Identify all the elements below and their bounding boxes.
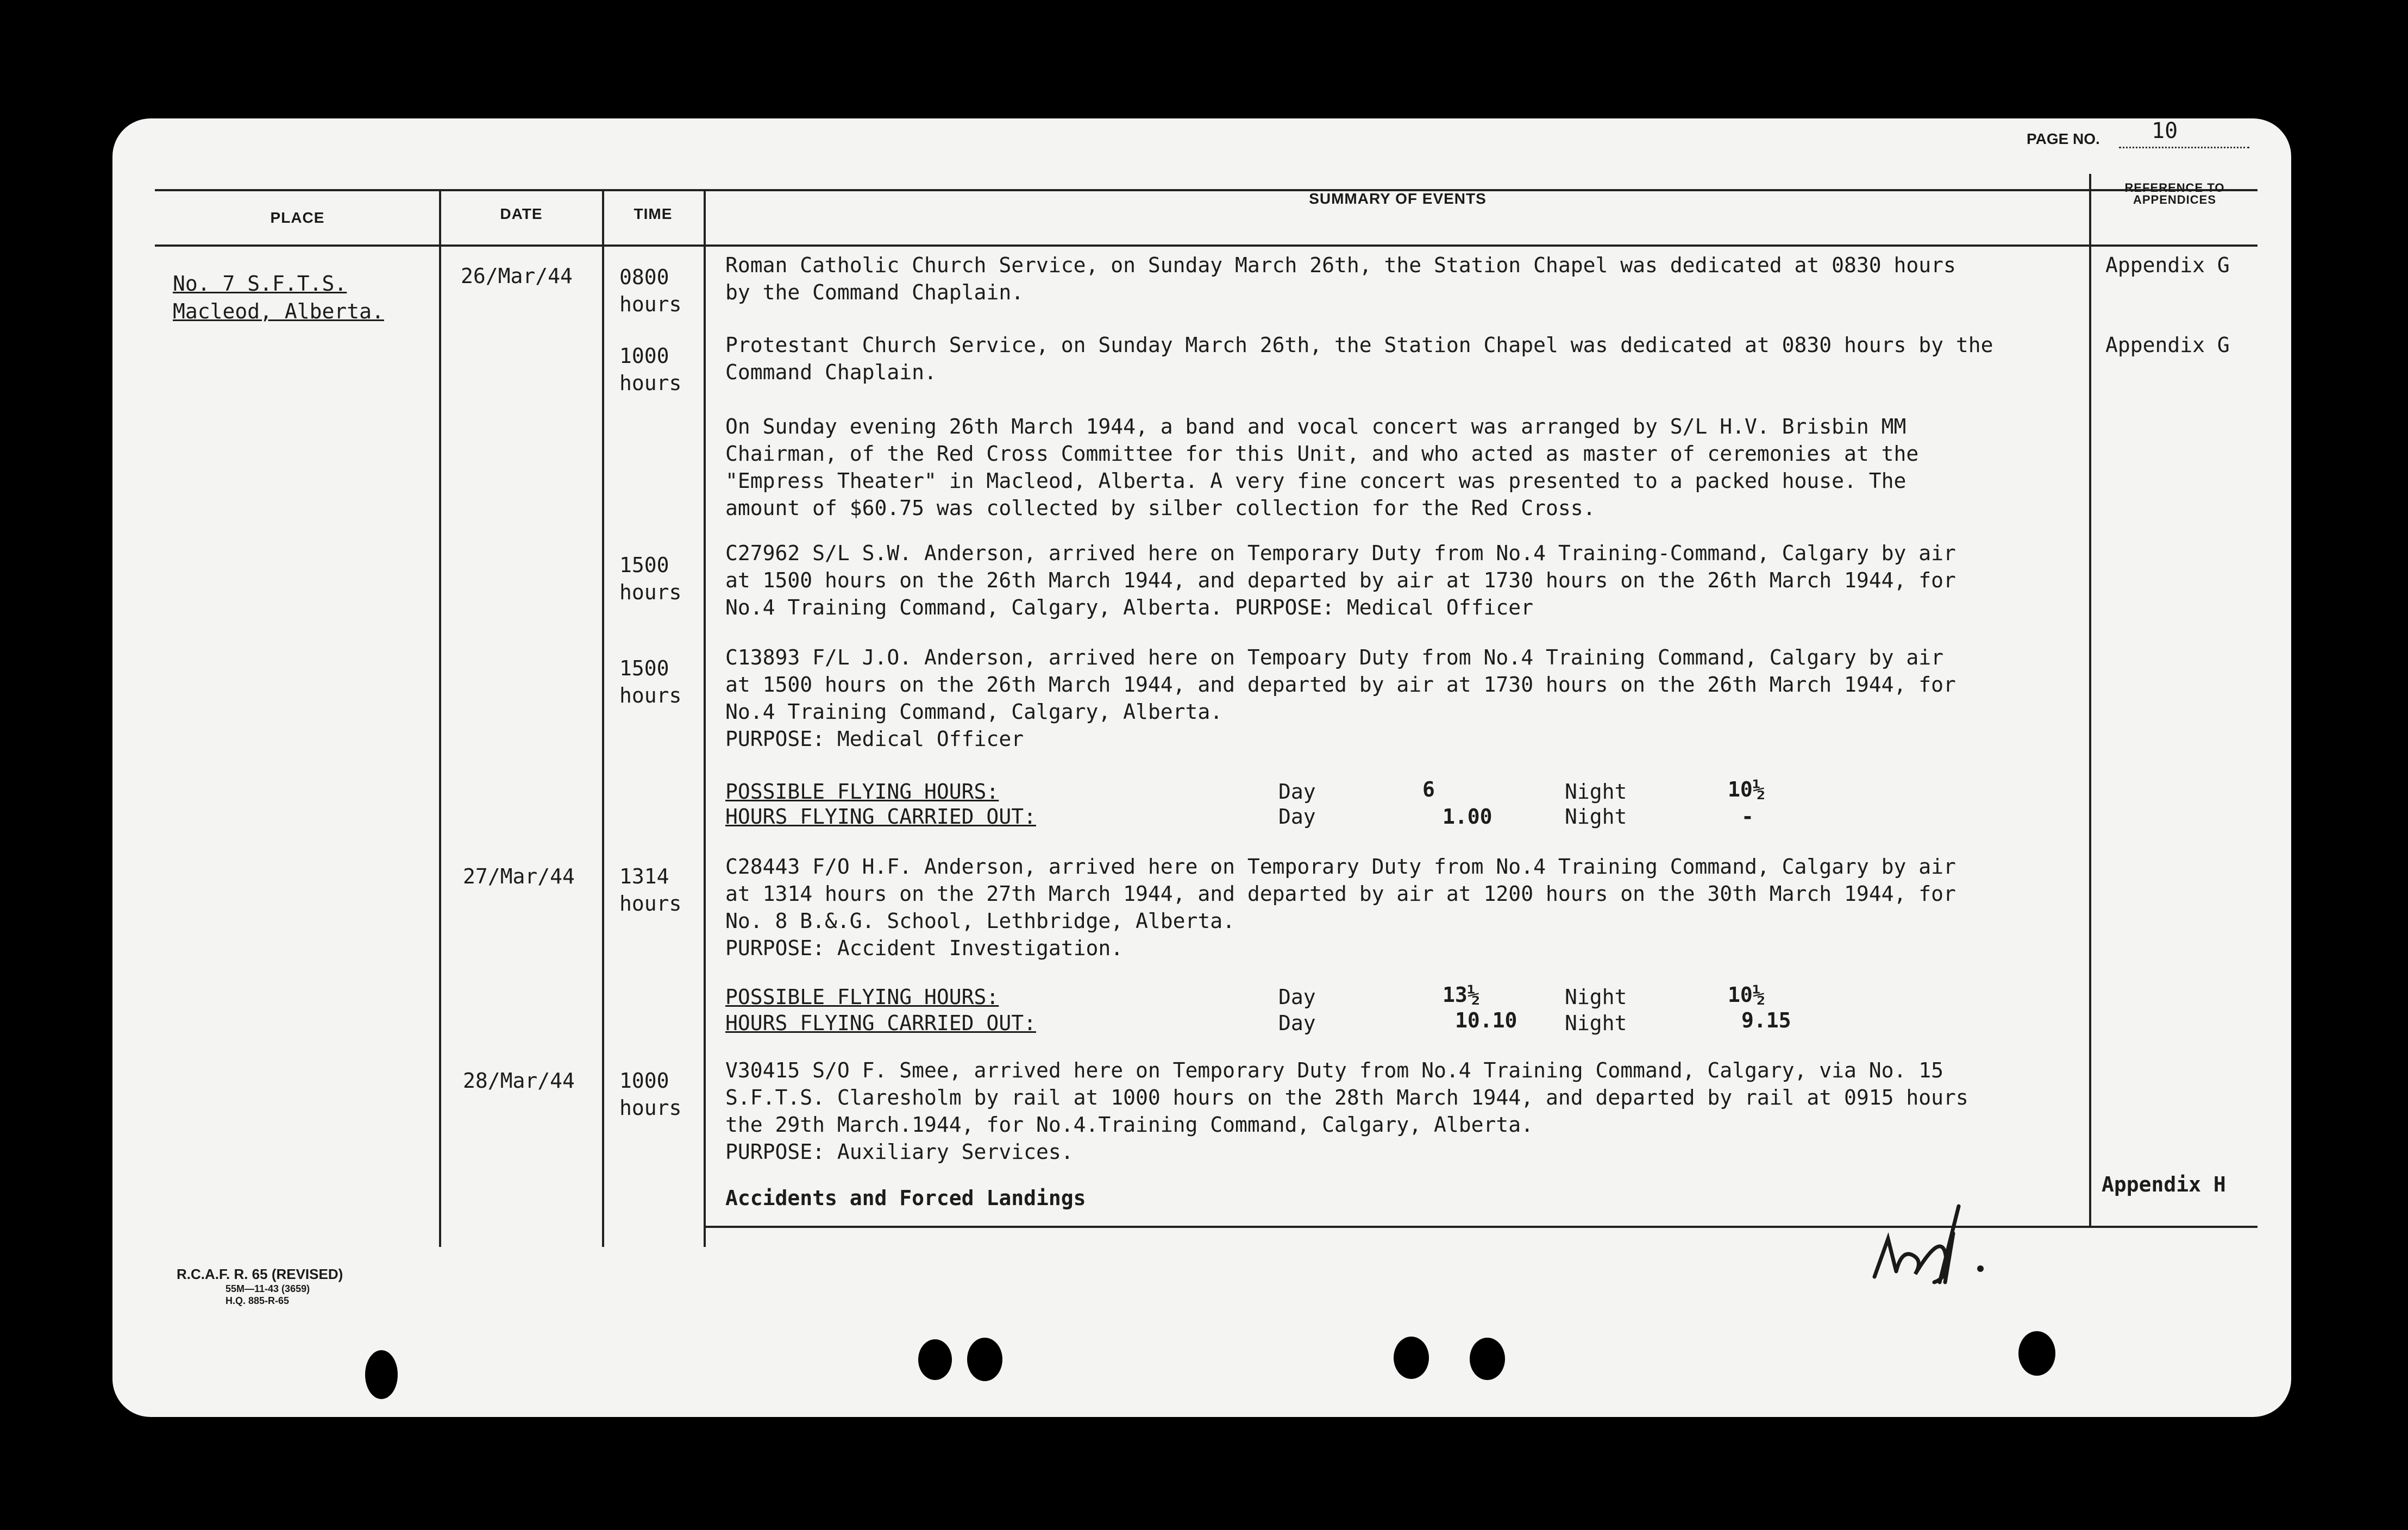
event-catholic-service (725, 252, 1956, 306)
carried-day-value: 1.00 (1443, 805, 1493, 829)
time-summary-divider (704, 190, 706, 1247)
binder-hole (918, 1339, 952, 1380)
page-number-dots (2119, 147, 2249, 148)
time-value: 0800 (619, 265, 669, 289)
binder-hole (365, 1350, 398, 1399)
time-unit: hours (619, 371, 682, 395)
event-line: "Empress Theater" in Macleod, Alberta. A very fine concert was presented to a packed house. The (725, 469, 1907, 493)
time-unit: hours (619, 580, 682, 604)
time-unit: hours (619, 1096, 682, 1120)
date-entry: 28/Mar/44 (463, 1069, 575, 1093)
possible-day-value: 13½ (1443, 983, 1480, 1007)
day-label: Day (1278, 985, 1316, 1009)
column-header-time: TIME (634, 205, 673, 222)
event-line: Protestant Church Service, on Sunday March 26th, the Station Chapel was dedicated at 0830 hours by the (725, 333, 1993, 357)
event-line: by the Command Chaplain. (725, 280, 1024, 304)
place-date-divider (439, 190, 441, 1247)
night-label: Night (1565, 985, 1627, 1009)
binder-hole (1470, 1338, 1505, 1380)
page-number-label: PAGE NO. (2027, 130, 2100, 147)
column-header-reference (2092, 182, 2258, 206)
event-line: Chairman, of the Red Cross Committee for this Unit, and who acted as master of ceremonies at the (725, 442, 1919, 466)
time-value: 1314 (619, 864, 669, 888)
time-unit: hours (619, 292, 682, 316)
event-line: C28443 F/O H.F. Anderson, arrived here on Temporary Duty from No.4 Training Command, Calgary by air (725, 855, 1956, 879)
event-anderson-jo (725, 644, 1956, 753)
column-header-summary: SUMMARY OF EVENTS (1309, 190, 1487, 207)
column-header-place: PLACE (270, 209, 325, 226)
signature-mark (1864, 1201, 1994, 1288)
event-line: No. 8 B.&.G. School, Lethbridge, Alberta. (725, 909, 1235, 933)
event-line: Roman Catholic Church Service, on Sunday March 26th, the Station Chapel was dedicated at 0830 hours (725, 253, 1956, 277)
form-number (177, 1266, 343, 1307)
event-line: On Sunday evening 26th March 1944, a band and vocal concert was arranged by S/L H.V. Brisbin MM (725, 415, 1907, 438)
night-label: Night (1565, 805, 1627, 829)
event-line: Command Chaplain. (725, 360, 937, 384)
possible-night-value: 10½ (1728, 983, 1765, 1007)
carried-night-value: - (1741, 805, 1754, 829)
time-value: 1000 (619, 344, 669, 368)
event-line: the 29th March.1944, for No.4.Training Command, Calgary, Alberta. (725, 1113, 1534, 1137)
time-value: 1000 (619, 1069, 669, 1093)
page-number-value: 10 (2152, 118, 2178, 143)
binder-hole (1394, 1337, 1429, 1379)
event-line: PURPOSE: Accident Investigation. (725, 936, 1124, 960)
appendix-ref: Appendix G (2105, 253, 2230, 277)
event-line: PURPOSE: Medical Officer (725, 727, 1024, 751)
form-line1: R.C.A.F. R. 65 (REVISED) (177, 1266, 343, 1282)
time-value: 1500 (619, 553, 669, 577)
event-line: C27962 S/L S.W. Anderson, arrived here on Temporary Duty from No.4 Training-Command, Calgary by air (725, 541, 1956, 565)
event-protestant-service (725, 331, 1993, 386)
date-time-divider (602, 190, 604, 1247)
event-line: at 1500 hours on the 26th March 1944, and departed by air at 1730 hours on the 26th March 1944, for (725, 673, 1956, 697)
time-entry (619, 551, 681, 606)
header-bottom-rule (155, 244, 2258, 247)
event-concert (725, 413, 1918, 522)
event-anderson-hf (725, 853, 1956, 962)
event-line: V30415 S/O F. Smee, arrived here on Temporary Duty from No.4 Training Command, Calgary, via No. 15 (725, 1058, 1944, 1082)
event-line: PURPOSE: Auxiliary Services. (725, 1140, 1074, 1164)
time-entry (619, 342, 681, 397)
form-line2: 55M—11-43 (3659) (225, 1283, 310, 1294)
carried-night-value: 9.15 (1741, 1008, 1791, 1032)
carried-day-value: 10.10 (1455, 1008, 1517, 1032)
appendix-ref: Appendix H (2102, 1172, 2226, 1196)
place-line2: Macleod, Alberta. (173, 299, 384, 323)
event-smee (725, 1057, 1968, 1165)
time-entry (619, 1067, 681, 1121)
day-label: Day (1278, 780, 1316, 804)
possible-flying-hours-label: POSSIBLE FLYING HOURS: (725, 780, 999, 804)
night-label: Night (1565, 780, 1627, 804)
possible-day-value: 6 (1422, 777, 1435, 801)
summary-reference-divider (2089, 174, 2091, 1228)
table-bottom-rule (704, 1226, 2258, 1228)
page-number (2027, 118, 2178, 148)
night-label: Night (1565, 1011, 1627, 1035)
appendix-ref: Appendix G (2105, 333, 2230, 357)
hours-flying-carried-out-label: HOURS FLYING CARRIED OUT: (725, 805, 1036, 829)
time-entry (619, 863, 681, 917)
day-label: Day (1278, 805, 1316, 829)
binder-hole (2018, 1331, 2055, 1376)
accidents-heading: Accidents and Forced Landings (725, 1186, 1086, 1210)
event-line: at 1500 hours on the 26th March 1944, and departed by air at 1730 hours on the 26th March 1944, for (725, 568, 1956, 592)
time-entry (619, 264, 681, 318)
place-line1: No. 7 S.F.T.S. (173, 272, 347, 296)
date-entry: 27/Mar/44 (463, 864, 575, 888)
time-entry (619, 655, 681, 709)
event-line: No.4 Training Command, Calgary, Alberta. PURPOSE: Medical Officer (725, 595, 1534, 619)
reference-header-line1: REFERENCE TO (2124, 181, 2225, 195)
event-line: C13893 F/L J.O. Anderson, arrived here on Tempoary Duty from No.4 Training Command, Calgary by air (725, 645, 1944, 669)
possible-night-value: 10½ (1728, 777, 1765, 801)
form-line3: H.Q. 885-R-65 (225, 1295, 290, 1306)
possible-flying-hours-label: POSSIBLE FLYING HOURS: (725, 985, 999, 1009)
reference-header-line2: APPENDICES (2133, 193, 2217, 206)
time-unit: hours (619, 684, 682, 707)
day-label: Day (1278, 1011, 1316, 1035)
date-entry: 26/Mar/44 (461, 264, 573, 288)
event-anderson-sw (725, 540, 1956, 621)
event-line: No.4 Training Command, Calgary, Alberta. (725, 700, 1223, 724)
event-line: S.F.T.S. Claresholm by rail at 1000 hours on the 28th March 1944, and departed by rail at 0915 hours (725, 1086, 1968, 1109)
binder-hole (967, 1338, 1002, 1381)
column-header-date: DATE (500, 205, 543, 222)
hours-flying-carried-out-label: HOURS FLYING CARRIED OUT: (725, 1011, 1036, 1035)
event-line: amount of $60.75 was collected by silber collection for the Red Cross. (725, 496, 1596, 520)
event-line: at 1314 hours on the 27th March 1944, and departed by air at 1200 hours on the 30th March 1944, for (725, 882, 1956, 906)
time-value: 1500 (619, 656, 669, 680)
time-unit: hours (619, 892, 682, 916)
